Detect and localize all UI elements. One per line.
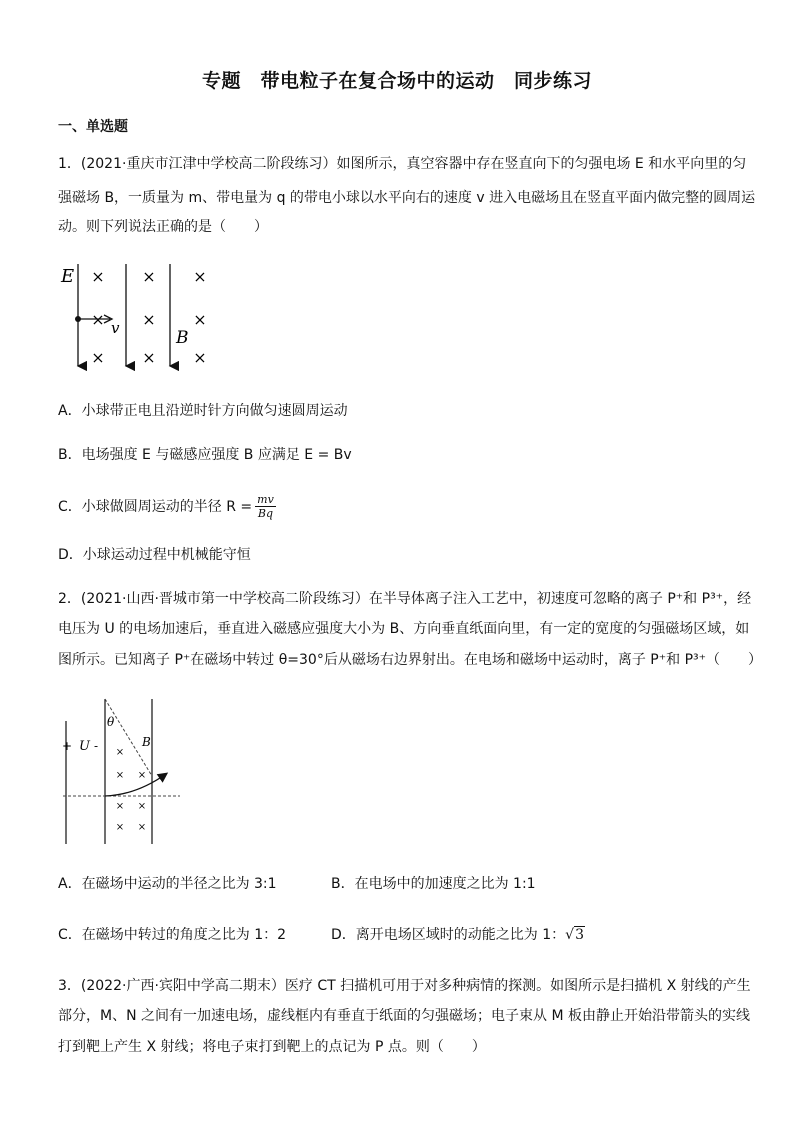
- q1-line-2: 强磁场 B，一质量为 m、带电量为 q 的带电小球以水平向右的速度 v 进入电磁场且在竖直平面内做完整的圆周运: [58, 190, 756, 206]
- fraction-numerator: mv: [257, 493, 274, 506]
- q1-line-1: 1．(2021·重庆市江津中学校高二阶段练习）如图所示，真空容器中存在竖直向下的匀强电场 E 和水平向里的匀: [58, 156, 747, 172]
- cross-mark: ×: [142, 348, 156, 367]
- q1-option-b: B．电场强度 E 与磁感应强度 B 应满足 E = Bv: [58, 447, 352, 463]
- q2-option-b: B．在电场中的加速度之比为 1:1: [331, 876, 536, 892]
- q1-option-c: [58, 493, 276, 520]
- label-B: B: [142, 735, 151, 749]
- cross-mark: ×: [115, 822, 125, 833]
- q1-option-c-text: C．小球做圆周运动的半径 R =: [58, 498, 253, 515]
- cross-mark: ×: [193, 267, 207, 286]
- sqrt-symbol: √: [565, 927, 575, 943]
- cross-mark: ×: [115, 801, 125, 812]
- q2-line-3: 图所示。已知离子 P⁺在磁场中转过 θ=30°后从磁场右边界射出。在电场和磁场中运动时，离子 P⁺和 P³⁺（ ）: [58, 652, 763, 668]
- cross-mark: ×: [91, 348, 105, 367]
- q3-line-2: 部分，M、N 之间有一加速电场，虚线框内有垂直于纸面的匀强磁场；电子束从 M 板由静止开始沿带箭头的实线: [58, 1008, 750, 1024]
- q2-line-2: 电压为 U 的电场加速后，垂直进入磁感应强度大小为 B、方向垂直纸面向里，有一定的宽度的匀强磁场区域，如: [58, 621, 750, 637]
- plus-sign: +: [62, 739, 73, 753]
- cross-mark: ×: [137, 822, 147, 833]
- q1-line-3: 动。则下列说法正确的是（ ）: [58, 219, 268, 235]
- cross-mark: ×: [115, 747, 125, 758]
- cross-mark: ×: [137, 770, 147, 781]
- cross-mark: ×: [91, 267, 105, 286]
- q2-field-figure: [58, 696, 188, 846]
- radius-fraction: [255, 493, 276, 520]
- cross-mark: ×: [115, 770, 125, 781]
- cross-mark: ×: [193, 348, 207, 367]
- q1-option-a: A．小球带正电且沿逆时针方向做匀速圆周运动: [58, 403, 348, 419]
- q1-field-figure: [58, 262, 218, 374]
- q2-option-d: [331, 924, 585, 946]
- ion-trajectory: [105, 774, 166, 796]
- q2-option-c: C．在磁场中转过的角度之比为 1：2: [58, 927, 287, 943]
- label-E: E: [61, 266, 75, 287]
- page-title: 专题 带电粒子在复合场中的运动 同步练习: [201, 70, 592, 92]
- q1-option-d: D．小球运动过程中机械能守恒: [58, 547, 251, 563]
- q2-line-1: 2．(2021·山西·晋城市第一中学校高二阶段练习）在半导体离子注入工艺中，初速度可忽略的离子 P⁺和 P³⁺，经: [58, 591, 752, 607]
- cross-mark: ×: [193, 310, 207, 329]
- section-heading: 一、单选题: [58, 119, 128, 135]
- label-v: v: [111, 319, 120, 337]
- q3-line-1: 3．(2022·广西·宾阳中学高二期末）医疗 CT 扫描机可用于对多种病情的探测。如图所示是扫描机 X 射线的产生: [58, 978, 751, 994]
- fraction-denominator: Bq: [257, 507, 274, 520]
- q2-option-d-text: D．离开电场区域时的动能之比为 1：: [331, 927, 566, 943]
- label-theta: θ: [107, 715, 115, 729]
- minus-sign: -: [94, 739, 99, 753]
- label-B: B: [176, 328, 189, 348]
- cross-mark: ×: [142, 310, 156, 329]
- label-U: U: [79, 739, 90, 754]
- cross-mark: ×: [91, 310, 105, 329]
- q3-line-3: 打到靶上产生 X 射线；将电子束打到靶上的点记为 P 点。则（ ）: [58, 1039, 486, 1055]
- sqrt-radicand: 3: [575, 927, 584, 943]
- cross-mark: ×: [137, 801, 147, 812]
- q2-option-a: A．在磁场中运动的半径之比为 3:1: [58, 876, 277, 892]
- cross-mark: ×: [142, 267, 156, 286]
